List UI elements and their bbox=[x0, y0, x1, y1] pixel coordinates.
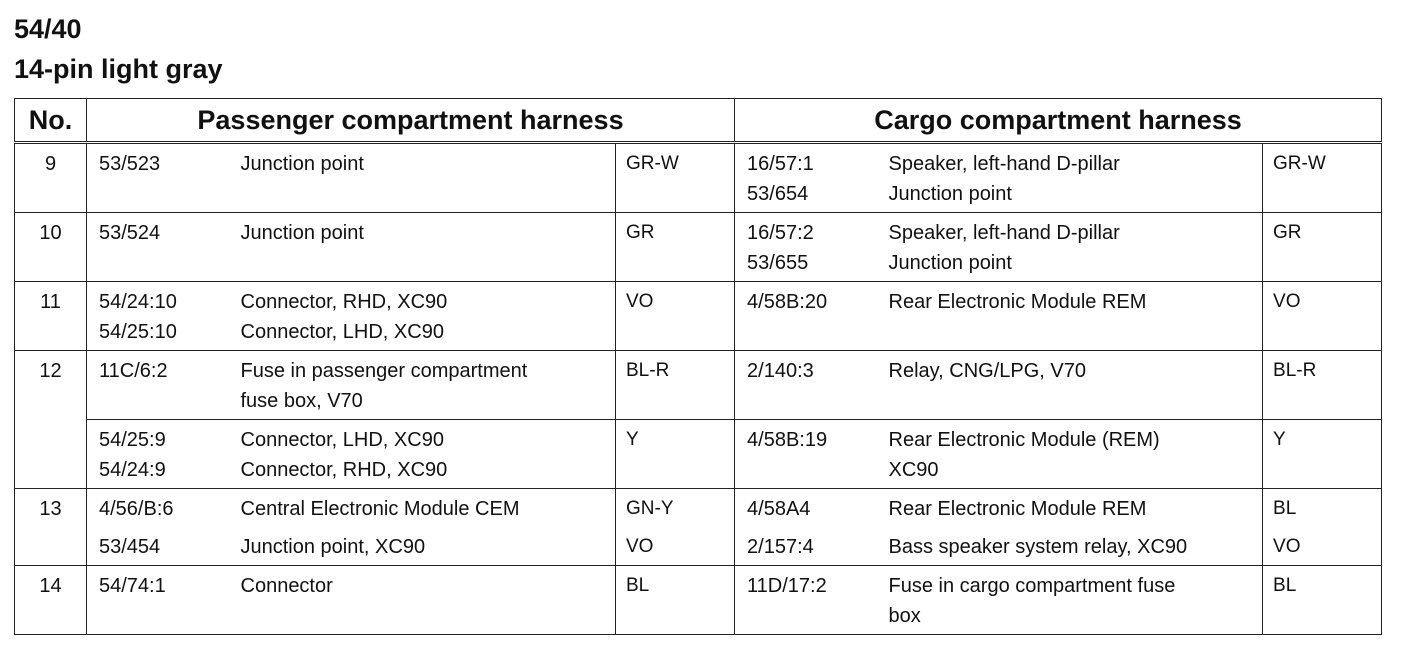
pin-number: 13 bbox=[15, 489, 87, 528]
cargo-code-line: 53/655 bbox=[747, 252, 809, 274]
column-header-passenger: Passenger compartment harness bbox=[87, 99, 735, 143]
pin-number: 10 bbox=[15, 213, 87, 282]
cargo-wire-color: GR-W bbox=[1263, 143, 1382, 213]
cargo-component-code bbox=[735, 489, 877, 528]
pin-assignment-table bbox=[14, 98, 1382, 635]
cargo-component-code bbox=[735, 420, 877, 489]
cargo-description-line: box bbox=[888, 605, 921, 627]
cargo-component-description bbox=[877, 143, 1263, 213]
passenger-component-code bbox=[87, 566, 229, 635]
table-row bbox=[15, 213, 1382, 282]
passenger-code-line: 54/24:10 bbox=[99, 291, 177, 313]
cargo-wire-color: GR bbox=[1263, 213, 1382, 282]
passenger-description-line: Connector, LHD, XC90 bbox=[240, 429, 444, 451]
cargo-wire-color: BL-R bbox=[1263, 351, 1382, 420]
cargo-description-line: Speaker, left-hand D-pillar bbox=[888, 153, 1120, 175]
cargo-description-line: Speaker, left-hand D-pillar bbox=[888, 222, 1120, 244]
cargo-component-description bbox=[877, 527, 1263, 566]
table-row bbox=[15, 420, 1382, 489]
passenger-component-code bbox=[87, 213, 229, 282]
passenger-code-line: 54/25:10 bbox=[99, 321, 177, 343]
pin-number: 9 bbox=[15, 143, 87, 213]
cargo-code-line: 4/58A4 bbox=[747, 498, 811, 520]
table-row bbox=[15, 282, 1382, 351]
passenger-component-description bbox=[229, 489, 616, 528]
passenger-wire-color: VO bbox=[616, 527, 735, 566]
passenger-description-line: fuse box, V70 bbox=[240, 390, 363, 412]
passenger-wire-color: GN-Y bbox=[616, 489, 735, 528]
cargo-description-line: Rear Electronic Module REM bbox=[888, 291, 1147, 313]
connector-description: 14-pin light gray bbox=[14, 54, 223, 84]
pin-number bbox=[15, 527, 87, 566]
cargo-component-code bbox=[735, 351, 877, 420]
cargo-component-description bbox=[877, 351, 1263, 420]
passenger-code-line: 54/74:1 bbox=[99, 575, 166, 597]
cargo-description-line: Rear Electronic Module REM bbox=[888, 498, 1147, 520]
cargo-component-description bbox=[877, 213, 1263, 282]
column-header-cargo: Cargo compartment harness bbox=[735, 99, 1382, 143]
cargo-description-line: Relay, CNG/LPG, V70 bbox=[888, 360, 1086, 382]
cargo-component-code bbox=[735, 213, 877, 282]
passenger-wire-color: BL bbox=[616, 566, 735, 635]
passenger-wire-color: GR-W bbox=[616, 143, 735, 213]
table-body bbox=[15, 143, 1382, 635]
passenger-component-code bbox=[87, 420, 229, 489]
cargo-description-line: Fuse in cargo compartment fuse bbox=[888, 575, 1176, 597]
cargo-code-line: 16/57:1 bbox=[747, 153, 814, 175]
passenger-description-line: Connector, LHD, XC90 bbox=[240, 321, 444, 343]
passenger-wire-color: Y bbox=[616, 420, 735, 489]
cargo-component-description bbox=[877, 566, 1263, 635]
passenger-component-code bbox=[87, 527, 229, 566]
passenger-code-line: 11C/6:2 bbox=[99, 360, 168, 382]
passenger-wire-color: GR bbox=[616, 213, 735, 282]
passenger-component-code bbox=[87, 143, 229, 213]
cargo-description-line: Rear Electronic Module (REM) bbox=[888, 429, 1160, 451]
passenger-wire-color: BL-R bbox=[616, 351, 735, 420]
cargo-description-line: XC90 bbox=[888, 459, 939, 481]
pin-number: 12 bbox=[15, 351, 87, 420]
passenger-component-description bbox=[229, 420, 616, 489]
cargo-code-line: 16/57:2 bbox=[747, 222, 814, 244]
passenger-description-line: Connector, RHD, XC90 bbox=[240, 291, 448, 313]
passenger-description-line: Junction point, XC90 bbox=[240, 536, 426, 558]
pin-number: 11 bbox=[15, 282, 87, 351]
passenger-component-description bbox=[229, 282, 616, 351]
cargo-component-description bbox=[877, 282, 1263, 351]
cargo-component-code bbox=[735, 282, 877, 351]
table-row bbox=[15, 527, 1382, 566]
cargo-description-line: Junction point bbox=[888, 183, 1012, 205]
cargo-description-line: Bass speaker system relay, XC90 bbox=[888, 536, 1188, 558]
cargo-wire-color: BL bbox=[1263, 566, 1382, 635]
passenger-code-line: 53/523 bbox=[99, 153, 161, 175]
cargo-component-code bbox=[735, 566, 877, 635]
pin-number bbox=[15, 420, 87, 489]
passenger-description-line: Central Electronic Module CEM bbox=[240, 498, 520, 520]
cargo-code-line: 4/58B:20 bbox=[747, 291, 828, 313]
passenger-code-line: 53/524 bbox=[99, 222, 161, 244]
cargo-wire-color: VO bbox=[1263, 527, 1382, 566]
column-header-no: No. bbox=[15, 99, 87, 143]
cargo-wire-color: Y bbox=[1263, 420, 1382, 489]
passenger-code-line: 54/24:9 bbox=[99, 459, 166, 481]
connector-id-title: 54/40 bbox=[14, 14, 82, 44]
cargo-code-line: 2/157:4 bbox=[747, 536, 814, 558]
cargo-wire-color: BL bbox=[1263, 489, 1382, 528]
table-row bbox=[15, 143, 1382, 213]
cargo-code-line: 11D/17:2 bbox=[747, 575, 827, 597]
table-header-row bbox=[15, 99, 1382, 143]
cargo-wire-color: VO bbox=[1263, 282, 1382, 351]
passenger-component-code bbox=[87, 351, 229, 420]
cargo-component-description bbox=[877, 489, 1263, 528]
passenger-description-line: Junction point bbox=[240, 153, 364, 175]
passenger-component-code bbox=[87, 489, 229, 528]
cargo-code-line: 53/654 bbox=[747, 183, 809, 205]
cargo-code-line: 2/140:3 bbox=[747, 360, 814, 382]
passenger-component-description bbox=[229, 213, 616, 282]
pin-number: 14 bbox=[15, 566, 87, 635]
cargo-component-code bbox=[735, 143, 877, 213]
cargo-description-line: Junction point bbox=[888, 252, 1012, 274]
cargo-component-description bbox=[877, 420, 1263, 489]
passenger-code-line: 54/25:9 bbox=[99, 429, 166, 451]
table-row bbox=[15, 489, 1382, 528]
passenger-description-line: Connector, RHD, XC90 bbox=[240, 459, 448, 481]
cargo-code-line: 4/58B:19 bbox=[747, 429, 828, 451]
passenger-component-description bbox=[229, 143, 616, 213]
passenger-component-description bbox=[229, 351, 616, 420]
cargo-component-code bbox=[735, 527, 877, 566]
passenger-description-line: Junction point bbox=[240, 222, 364, 244]
passenger-description-line: Fuse in passenger compartment bbox=[240, 360, 528, 382]
passenger-code-line: 53/454 bbox=[99, 536, 161, 558]
passenger-component-description bbox=[229, 566, 616, 635]
table-row bbox=[15, 351, 1382, 420]
passenger-wire-color: VO bbox=[616, 282, 735, 351]
table-row bbox=[15, 566, 1382, 635]
passenger-component-description bbox=[229, 527, 616, 566]
passenger-description-line: Connector bbox=[240, 575, 333, 597]
passenger-code-line: 4/56/B:6 bbox=[99, 498, 174, 520]
passenger-component-code bbox=[87, 282, 229, 351]
